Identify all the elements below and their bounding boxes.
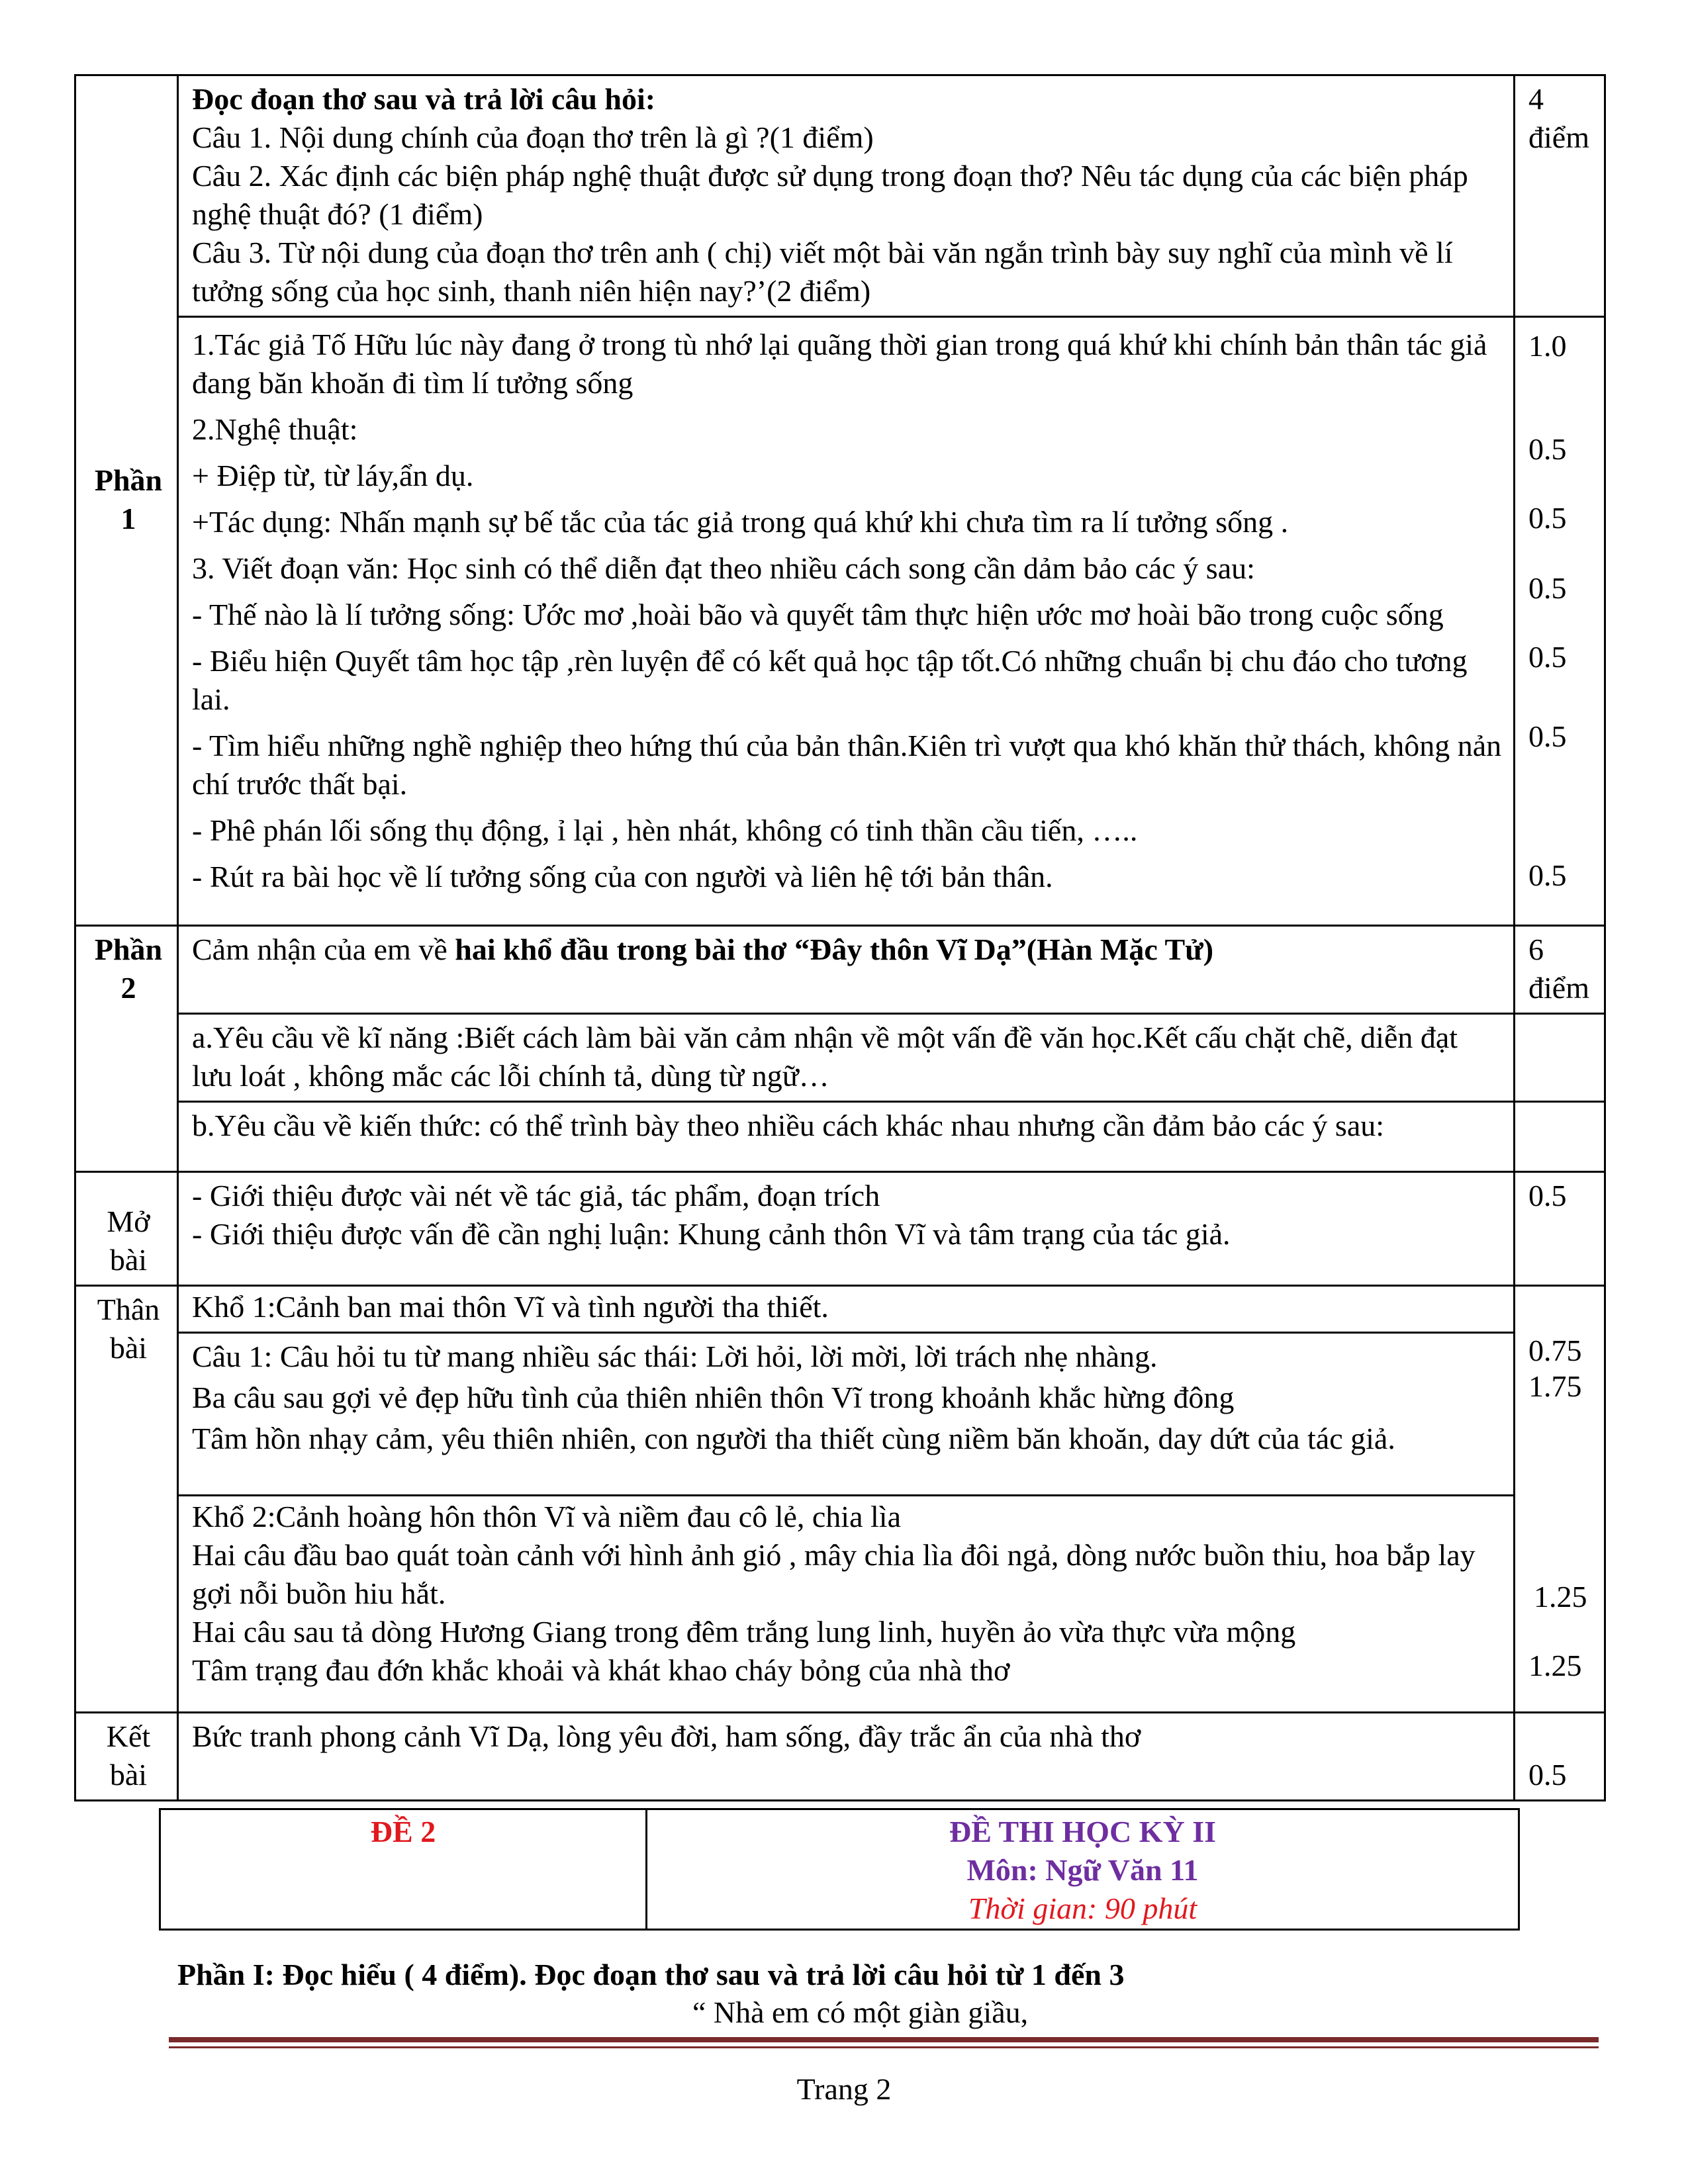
- score: 1.0: [1528, 329, 1567, 363]
- table-row: [75, 1172, 1605, 1286]
- table-row: [75, 1333, 1605, 1496]
- content-line: Hai câu sau tả dòng Hương Giang trong đêm trắng lung linh, huyền ảo vừa thực vừa mộng: [192, 1615, 1296, 1649]
- ket-bai-content: Bức tranh phong cảnh Vĩ Dạ, lòng yêu đời, ham sống, đầy trắc ẩn của nhà thơ: [178, 1713, 1515, 1801]
- mo-bai-label: Mở bài: [75, 1172, 178, 1286]
- table-row: [75, 1713, 1605, 1801]
- answer-line: - Thế nào là lí tưởng sống: Ước mơ ,hoài bão và quyết tâm thực hiện ước mơ hoài bão trong cuộc sống: [192, 598, 1444, 631]
- answer-line: 1.Tác giả Tố Hữu lúc này đang ở trong tù nhớ lại quãng thời gian trong quá khứ khi chính bản thân tác giả đang băn khoăn đi tìm lí tưởng sống: [192, 328, 1487, 400]
- content-line: Tâm trạng đau đớn khắc khoải và khát khao cháy bỏng của nhà thơ: [192, 1653, 1010, 1687]
- answer-line: - Biểu hiện Quyết tâm học tập ,rèn luyện để có kết quả học tập tốt.Có những chuẩn bị chu đáo cho tương lai.: [192, 644, 1468, 716]
- content-line: - Giới thiệu được vấn đề cần nghị luận: Khung cảnh thôn Vĩ và tâm trạng của tác giả.: [192, 1217, 1231, 1251]
- score: 0.5: [1528, 719, 1567, 753]
- footer-rule-thick: [169, 2037, 1599, 2042]
- answer-line: - Rút ra bài học về lí tưởng sống của con người và liên hệ tới bản thân.: [192, 860, 1053, 893]
- answer-line: 2.Nghệ thuật:: [192, 412, 358, 446]
- table-row: [75, 317, 1605, 926]
- requirement-skills: a.Yêu cầu về kĩ năng :Biết cách làm bài văn cảm nhận về một vấn đề văn học.Kết cấu chặt chẽ, diễn đạt lưu loát , không mắc các lỗi chính tả, dùng từ ngữ…: [178, 1014, 1515, 1102]
- score: 1.25: [1534, 1580, 1587, 1614]
- content-line: - Giới thiệu được vài nét về tác giả, tác phẩm, đoạn trích: [192, 1179, 880, 1212]
- table-row: [75, 1286, 1605, 1333]
- part2-score: 6 điểm: [1515, 926, 1605, 1014]
- poem-line: “ Nhà em có một giàn giầu,: [692, 1995, 1029, 2029]
- ket-bai-label: Kết bài: [75, 1713, 178, 1801]
- mo-bai-score: 0.5: [1515, 1172, 1605, 1286]
- table-row: [75, 75, 1605, 317]
- mo-bai-content: [178, 1172, 1515, 1286]
- exam-code: ĐỀ 2: [160, 1809, 647, 1930]
- part1-label: Phần 1: [75, 75, 178, 926]
- part1-question: [178, 75, 1515, 317]
- score: 0.5: [1528, 432, 1567, 466]
- content-line: Tâm hồn nhạy cảm, yêu thiên nhiên, con người tha thiết cùng niềm băn khoăn, day dứt của tác giả.: [192, 1422, 1395, 1455]
- empty-score: [1515, 1102, 1605, 1172]
- answer-line: + Điệp từ, từ láy,ẩn dụ.: [192, 459, 474, 492]
- prompt-text: Cảm nhận của em về: [192, 933, 455, 966]
- question-line: Câu 1. Nội dung chính của đoạn thơ trên là gì ?(1 điểm): [192, 120, 874, 154]
- content-line: Ba câu sau gợi vẻ đẹp hữu tình của thiên nhiên thôn Vĩ trong khoảnh khắc hừng đông: [192, 1381, 1235, 1414]
- question-line: Câu 3. Từ nội dung của đoạn thơ trên anh ( chị) viết một bài văn ngắn trình bày suy nghĩ của mình về lí tưởng sống của học sinh, thanh niên hiện nay?’(2 điểm): [192, 236, 1453, 308]
- question-title: Đọc đoạn thơ sau và trả lời câu hỏi:: [192, 82, 656, 116]
- content-line: Câu 1: Câu hỏi tu từ mang nhiều sác thái: Lời hỏi, lời mời, lời trách nhẹ nhàng.: [192, 1340, 1158, 1373]
- than-bai-scores: [1515, 1286, 1605, 1713]
- score: 0.5: [1528, 858, 1567, 892]
- exam-info: [647, 1809, 1519, 1930]
- table-row: [75, 926, 1605, 1014]
- score: 0.75: [1528, 1334, 1582, 1367]
- answer-line: 3. Viết đoạn văn: Học sinh có thể diễn đạt theo nhiều cách song cần dảm bảo các ý sau:: [192, 551, 1255, 585]
- content-line: Hai câu đầu bao quát toàn cảnh với hình ảnh gió , mây chia lìa đôi ngả, dòng nước buồn thiu, hoa bắp lay gợi nỗi buồn hiu hắt.: [192, 1538, 1476, 1610]
- kho1-content: [178, 1333, 1515, 1496]
- answer-line: +Tác dụng: Nhấn mạnh sự bế tắc của tác giả trong quá khứ khi chưa tìm ra lí tưởng sống .: [192, 505, 1289, 539]
- part1-heading: Phần I: Đọc hiểu ( 4 điểm). Đọc đoạn thơ sau và trả lời câu hỏi từ 1 đến 3: [177, 1958, 1125, 1991]
- table-row: [75, 1014, 1605, 1102]
- page-number: Trang 2: [796, 2072, 892, 2106]
- part2-label: Phần 2: [75, 926, 178, 1172]
- table-row: [75, 1496, 1605, 1713]
- exam-subject: Môn: Ngữ Văn 11: [966, 1853, 1199, 1887]
- part2-prompt: [178, 926, 1515, 1014]
- answer-table: [74, 74, 1606, 1801]
- footer-rule-thin: [169, 2046, 1599, 2048]
- score: 0.5: [1528, 571, 1567, 605]
- part1-answer-scores: [1515, 317, 1605, 926]
- ket-bai-score: 0.5: [1515, 1713, 1605, 1801]
- answer-line: - Tìm hiểu những nghề nghiệp theo hứng thú của bản thân.Kiên trì vượt qua khó khăn thử thách, không nản chí trước thất bại.: [192, 729, 1502, 801]
- part1-question-score: 4 điểm: [1515, 75, 1605, 317]
- score: 0.5: [1528, 501, 1567, 535]
- requirement-knowledge: b.Yêu cầu về kiến thức: có thể trình bày theo nhiều cách khác nhau nhưng cần đảm bảo các ý sau:: [178, 1102, 1515, 1172]
- empty-score: [1515, 1014, 1605, 1102]
- answer-line: - Phê phán lối sống thụ động, ỉ lại , hèn nhát, không có tinh thần cầu tiến, …..: [192, 813, 1138, 847]
- table-row: [75, 1102, 1605, 1172]
- exam-title: ĐỀ THI HỌC KỲ II: [949, 1815, 1217, 1848]
- kho1-title: Khổ 1:Cảnh ban mai thôn Vĩ và tình người tha thiết.: [178, 1286, 1515, 1333]
- score: 1.75: [1528, 1369, 1582, 1403]
- part1-answers: [178, 317, 1515, 926]
- exam-time: Thời gian: 90 phút: [968, 1891, 1197, 1925]
- than-bai-label: Thân bài: [75, 1286, 178, 1713]
- kho2-content: [178, 1496, 1515, 1713]
- score: 1.25: [1528, 1649, 1582, 1682]
- question-line: Câu 2. Xác định các biện pháp nghệ thuật được sử dụng trong đoạn thơ? Nêu tác dụng của các biện pháp nghệ thuật đó? (1 điểm): [192, 159, 1468, 231]
- content-line: Khổ 2:Cảnh hoàng hôn thôn Vĩ và niềm đau cô lẻ, chia lìa: [192, 1500, 901, 1533]
- prompt-bold-text: hai khổ đầu trong bài thơ “Đây thôn Vĩ Dạ”(Hàn Mặc Tử): [455, 933, 1214, 966]
- exam-header-table: [159, 1808, 1520, 1931]
- score: 0.5: [1528, 640, 1567, 674]
